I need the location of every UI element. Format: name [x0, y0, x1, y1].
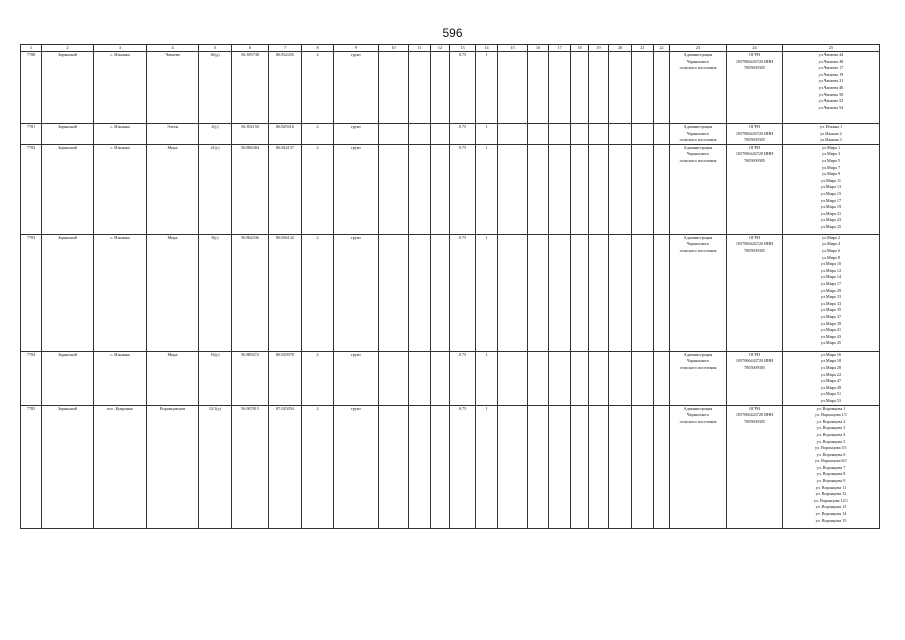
column-header-3: 3 — [94, 45, 147, 52]
cell-lat: 56.880472 — [232, 351, 269, 405]
cell-addresses-line: ул. Воронцова 1 — [816, 405, 846, 411]
cell-addresses-line: ул.Мира 14 — [820, 274, 842, 280]
cell-administration-line: Администрация — [683, 405, 713, 411]
cell-empty — [431, 234, 450, 351]
cell-empty — [498, 405, 528, 528]
cell-addresses-line: ул.Мира 25 — [820, 223, 842, 229]
cell-empty — [498, 52, 528, 124]
cell-administration-line: сельского поселения — [679, 137, 717, 143]
cell-street: Мира — [147, 234, 199, 351]
cell-addresses-line: ул.Мира 5 — [821, 157, 841, 163]
cell-id: 7780 — [21, 52, 42, 124]
column-header-7: 7 — [269, 45, 302, 52]
cell-empty — [498, 124, 528, 145]
cell-area: 0.75 — [450, 124, 476, 145]
cell-ogrn — [727, 124, 783, 145]
cell-addresses-line: ул. Воронцова 13 — [815, 504, 847, 510]
cell-empty — [549, 351, 571, 405]
cell-addresses-line: ул. Воронцова 12 — [815, 491, 847, 497]
cell-administration — [670, 144, 727, 234]
cell-area: 0.75 — [450, 52, 476, 124]
cell-ogrn-line: 1057006443720 ИНН — [735, 58, 774, 64]
cell-count: 2 — [302, 124, 334, 145]
cell-empty — [654, 144, 670, 234]
cell-addresses-line: ул. Воронцова 11 — [815, 484, 847, 490]
cell-addresses-line: ул.Мира 12 — [820, 267, 842, 273]
cell-administration — [670, 405, 727, 528]
cell-administration-line: Администрация — [683, 52, 713, 57]
cell-ogrn-line: ОГРН — [749, 52, 760, 57]
cell-house: 46(д) — [199, 52, 232, 124]
cell-empty — [549, 124, 571, 145]
column-header-16: 16 — [528, 45, 549, 52]
cell-empty — [609, 124, 632, 145]
cell-addresses-line: ул.Чапаева 54 — [818, 104, 844, 110]
cell-empty — [409, 52, 431, 124]
cell-id: 7782 — [21, 144, 42, 234]
cell-surface: грунт — [334, 405, 379, 528]
cell-street: Элеон — [147, 124, 199, 145]
column-header-18: 18 — [571, 45, 589, 52]
cell-addresses-line: ул.Мира 23 — [820, 217, 842, 223]
table-row — [21, 351, 880, 405]
cell-administration-line: сельского поселения — [679, 157, 717, 163]
cell-lon: 86.836132 — [269, 234, 302, 351]
cell-lat: 56.886384 — [232, 144, 269, 234]
cell-addresses-line: ул.Мира 4 — [821, 241, 841, 247]
cell-lon: 86.832435 — [269, 52, 302, 124]
cell-house: 2(у) — [199, 124, 232, 145]
column-header-14: 14 — [476, 45, 498, 52]
cell-addresses-line: ул.Мира 18 — [820, 358, 842, 364]
cell-addresses-line: ул.Мира 6 — [821, 247, 841, 253]
cell-empty — [379, 405, 409, 528]
cell-locality: с. Ильинка — [94, 52, 147, 124]
cell-addresses-line: ул.Мира 15 — [820, 190, 842, 196]
cell-empty — [431, 351, 450, 405]
cell-addresses-line: ул.Мира 7 — [821, 164, 841, 170]
cell-addresses-line: ул.Мира 35 — [820, 307, 842, 313]
cell-count: 2 — [302, 144, 334, 234]
cell-addresses-line: ул. Воронцова 12/1 — [813, 497, 848, 503]
cell-ogrn-line: 7005009305 — [744, 418, 765, 424]
cell-district: Зорянский — [42, 351, 94, 405]
cell-empty — [654, 52, 670, 124]
cell-ogrn-line: 7005009305 — [744, 65, 765, 71]
cell-empty — [379, 351, 409, 405]
cell-empty — [498, 144, 528, 234]
cell-addresses-line: ул. Воронцова 7 — [816, 464, 846, 470]
cell-count: 2 — [302, 52, 334, 124]
cell-addresses-line: ул. Воронцова 3 — [816, 425, 846, 431]
cell-empty — [589, 144, 609, 234]
cell-empty — [571, 405, 589, 528]
cell-addresses-line: ул. Воронцова 8 — [816, 471, 846, 477]
cell-addresses-line: ул. Воронцова 6/1 — [815, 458, 847, 464]
cell-bins: 1 — [476, 234, 498, 351]
column-header-24: 24 — [727, 45, 783, 52]
cell-empty — [528, 52, 549, 124]
cell-addresses-line: ул. Воронцова 2 — [816, 418, 846, 424]
cell-area: 0.75 — [450, 405, 476, 528]
cell-addresses-line: ул.Ильина 2 — [820, 130, 842, 136]
cell-surface: грунт — [334, 144, 379, 234]
cell-administration-line: Чарышского — [686, 358, 710, 364]
cell-ogrn-line: 1057006443720 ИНН — [735, 358, 774, 364]
cell-empty — [654, 405, 670, 528]
cell-empty — [528, 351, 549, 405]
cell-lon: 86.829978 — [269, 351, 302, 405]
cell-empty — [528, 144, 549, 234]
cell-empty — [409, 405, 431, 528]
cell-addresses-line: ул.Чапаева 48 — [818, 58, 844, 64]
cell-ogrn-line: ОГРН — [749, 124, 760, 129]
cell-administration-line: Администрация — [683, 234, 713, 240]
cell-ogrn-line: 7005009305 — [744, 364, 765, 370]
cell-bins: 1 — [476, 405, 498, 528]
cell-administration-line: Чарышского — [686, 151, 710, 157]
cell-locality: с. Ильинка — [94, 124, 147, 145]
cell-addresses-line: ул. Воронцова 5/1 — [815, 445, 847, 451]
cell-empty — [609, 144, 632, 234]
column-header-20: 20 — [609, 45, 632, 52]
cell-area: 0.75 — [450, 351, 476, 405]
cell-addresses — [783, 144, 880, 234]
cell-addresses-line: ул.Мира 9 — [821, 171, 841, 177]
cell-count: 2 — [302, 234, 334, 351]
column-header-22: 22 — [654, 45, 670, 52]
cell-administration-line: сельского поселения — [679, 247, 717, 253]
cell-empty — [409, 144, 431, 234]
cell-addresses-line: ул.Чапаева 50 — [818, 91, 844, 97]
cell-addresses-line: ул. Воронцова 6 — [816, 451, 846, 457]
column-header-9: 9 — [334, 45, 379, 52]
column-header-23: 23 — [670, 45, 727, 52]
table-row — [21, 234, 880, 351]
cell-addresses-line: ул. Воронцова 5 — [816, 438, 846, 444]
cell-addresses-line: ул.Мира 16 — [820, 351, 842, 357]
cell-administration-line: Администрация — [683, 124, 713, 129]
cell-count: 2 — [302, 351, 334, 405]
cell-empty — [654, 351, 670, 405]
page-number: 596 — [442, 26, 463, 40]
cell-ogrn-line: 1057006443720 ИНН — [735, 412, 774, 418]
cell-empty — [571, 52, 589, 124]
cell-administration-line: Чарышского — [686, 412, 710, 418]
cell-ogrn-line: ОГРН — [749, 234, 760, 240]
cell-addresses-line: ул.Мира 51 — [820, 391, 842, 397]
cell-empty — [571, 234, 589, 351]
cell-empty — [654, 124, 670, 145]
cell-addresses-line: ул.Мира 3 — [821, 151, 841, 157]
cell-district: Зорянский — [42, 124, 94, 145]
cell-administration-line: Чарышского — [686, 241, 710, 247]
cell-addresses-line: ул. Воронцова 9 — [816, 478, 846, 484]
column-header-8: 8 — [302, 45, 334, 52]
cell-administration-line: сельского поселения — [679, 364, 717, 370]
cell-empty — [632, 144, 654, 234]
column-header-13: 13 — [450, 45, 476, 52]
cell-empty — [528, 124, 549, 145]
cell-ogrn — [727, 52, 783, 124]
cell-empty — [632, 405, 654, 528]
cell-count: 2 — [302, 405, 334, 528]
column-header-5: 5 — [199, 45, 232, 52]
cell-empty — [549, 234, 571, 351]
cell-empty — [589, 124, 609, 145]
cell-empty — [609, 351, 632, 405]
cell-ogrn-line: 1057006443720 ИНН — [735, 130, 774, 136]
cell-addresses — [783, 405, 880, 528]
cell-street: Мира — [147, 351, 199, 405]
cell-empty — [609, 234, 632, 351]
cell-area: 0.75 — [450, 144, 476, 234]
cell-empty — [589, 351, 609, 405]
cell-lat: 56.392150 — [232, 124, 269, 145]
cell-ogrn-line: 1057006443720 ИНН — [735, 151, 774, 157]
registry-table — [20, 44, 880, 529]
cell-locality: с. Ильинка — [94, 351, 147, 405]
cell-addresses-line: ул. Воронцова 1/1 — [815, 412, 847, 418]
cell-administration — [670, 124, 727, 145]
cell-lon: 87.025054 — [269, 405, 302, 528]
cell-surface: грунт — [334, 124, 379, 145]
cell-locality: пос. Куприяно — [94, 405, 147, 528]
cell-empty — [379, 144, 409, 234]
column-header-21: 21 — [632, 45, 654, 52]
cell-surface: грунт — [334, 52, 379, 124]
cell-ogrn — [727, 351, 783, 405]
cell-addresses-line: ул.Чапаева 17 — [818, 65, 844, 71]
cell-empty — [528, 234, 549, 351]
cell-addresses-line: ул.Мира 47 — [820, 378, 842, 384]
cell-house: 21(у) — [199, 144, 232, 234]
cell-empty — [632, 234, 654, 351]
cell-empty — [571, 351, 589, 405]
cell-empty — [528, 405, 549, 528]
cell-addresses-line: ул.Мира 39 — [820, 320, 842, 326]
cell-ogrn-line: 7005009305 — [744, 157, 765, 163]
cell-empty — [379, 52, 409, 124]
cell-area: 0.75 — [450, 234, 476, 351]
table-row — [21, 124, 880, 145]
column-header-4: 4 — [147, 45, 199, 52]
cell-addresses-line: ул.Мира 1 — [821, 144, 841, 150]
cell-addresses-line: ул.Мира 31 — [820, 294, 842, 300]
cell-ogrn-line: 7005009305 — [744, 137, 765, 143]
cell-surface: грунт — [334, 234, 379, 351]
column-header-11: 11 — [409, 45, 431, 52]
table-row — [21, 52, 880, 124]
cell-addresses-line: ул.Мира 49 — [820, 384, 842, 390]
cell-empty — [654, 234, 670, 351]
cell-lat: 56.395738 — [232, 52, 269, 124]
cell-empty — [498, 351, 528, 405]
header-row — [21, 45, 880, 52]
cell-addresses-line: ул.Мира 19 — [820, 204, 842, 210]
cell-empty — [589, 234, 609, 351]
cell-empty — [549, 52, 571, 124]
cell-addresses-line: ул.Мира 33 — [820, 300, 842, 306]
cell-surface: грунт — [334, 351, 379, 405]
cell-empty — [632, 124, 654, 145]
cell-empty — [431, 124, 450, 145]
cell-addresses-line: ул.Мира 20 — [820, 364, 842, 370]
table-row — [21, 144, 880, 234]
cell-addresses — [783, 351, 880, 405]
column-header-15: 15 — [498, 45, 528, 52]
cell-addresses — [783, 52, 880, 124]
cell-id: 7783 — [21, 234, 42, 351]
cell-empty — [571, 124, 589, 145]
cell-lon: 86.824137 — [269, 144, 302, 234]
cell-empty — [431, 405, 450, 528]
cell-empty — [632, 52, 654, 124]
cell-empty — [409, 124, 431, 145]
cell-id: 7781 — [21, 124, 42, 145]
cell-addresses-line: ул. Воронцова 14 — [815, 511, 847, 517]
cell-addresses-line: ул. Воронцова 15 — [815, 517, 847, 523]
cell-locality: с. Ильинка — [94, 144, 147, 234]
cell-addresses-line: ул.Мира 17 — [820, 197, 842, 203]
table-row — [21, 405, 880, 528]
cell-administration-line: Чарышского — [686, 58, 710, 64]
cell-administration — [670, 351, 727, 405]
cell-administration-line: Чарышского — [686, 130, 710, 136]
column-header-17: 17 — [549, 45, 571, 52]
cell-ogrn-line: ОГРН — [749, 351, 760, 357]
cell-addresses-line: ул.Мира 22 — [820, 371, 842, 377]
cell-ogrn — [727, 405, 783, 528]
cell-administration-line: сельского поселения — [679, 65, 717, 71]
cell-addresses-line: ул.Чапаева 52 — [818, 98, 844, 104]
cell-addresses-line: ул.Чапаева 44 — [818, 52, 844, 57]
cell-administration — [670, 52, 727, 124]
cell-addresses-line: ул.Мира 37 — [820, 313, 842, 319]
cell-addresses-line: ул.Чапаева 19 — [818, 71, 844, 77]
cell-administration-line: сельского поселения — [679, 418, 717, 424]
cell-empty — [589, 52, 609, 124]
cell-house: 16(у) — [199, 351, 232, 405]
cell-house: 12/1(у) — [199, 405, 232, 528]
cell-addresses-line: ул.Мира 45 — [820, 340, 842, 346]
cell-ogrn — [727, 144, 783, 234]
cell-addresses-line: ул.Мира 10 — [820, 261, 842, 267]
cell-empty — [549, 405, 571, 528]
cell-empty — [589, 405, 609, 528]
cell-lat: 56.864336 — [232, 234, 269, 351]
cell-district: Зорянский — [42, 144, 94, 234]
cell-addresses-line: ул.Мира 13 — [820, 184, 842, 190]
cell-administration-line: Администрация — [683, 351, 713, 357]
cell-ogrn-line: ОГРН — [749, 144, 760, 150]
cell-addresses — [783, 234, 880, 351]
column-header-10: 10 — [379, 45, 409, 52]
cell-street: Воронцовская — [147, 405, 199, 528]
cell-addresses-line: ул.Чапаева 21 — [818, 78, 844, 84]
cell-bins: 1 — [476, 124, 498, 145]
cell-empty — [609, 405, 632, 528]
cell-addresses-line: ул.Мира 11 — [820, 177, 842, 183]
cell-street: Мира — [147, 144, 199, 234]
cell-addresses-line: ул.Мира 41 — [820, 327, 842, 333]
cell-empty — [379, 124, 409, 145]
cell-addresses-line: ул.Мира 17 — [820, 280, 842, 286]
cell-ogrn-line: ОГРН — [749, 405, 760, 411]
cell-addresses — [783, 124, 880, 145]
cell-addresses-line: ул.Мира 8 — [821, 254, 841, 260]
cell-addresses-line: ул.Мира 21 — [820, 210, 842, 216]
cell-locality: с. Ильинка — [94, 234, 147, 351]
cell-district: Зорянский — [42, 234, 94, 351]
cell-house: 8(у) — [199, 234, 232, 351]
cell-ogrn — [727, 234, 783, 351]
cell-addresses-line: ул. Воронцова 4 — [816, 431, 846, 437]
cell-district: Зорянский — [42, 405, 94, 528]
cell-empty — [409, 234, 431, 351]
cell-empty — [571, 144, 589, 234]
cell-bins: 1 — [476, 351, 498, 405]
cell-empty — [498, 234, 528, 351]
cell-empty — [431, 52, 450, 124]
cell-empty — [549, 144, 571, 234]
cell-bins: 1 — [476, 52, 498, 124]
column-header-1: 1 — [21, 45, 42, 52]
cell-administration — [670, 234, 727, 351]
cell-ogrn-line: 1057006443720 ИНН — [735, 241, 774, 247]
column-header-25: 25 — [783, 45, 880, 52]
cell-empty — [632, 351, 654, 405]
cell-addresses-line: ул.Мира 43 — [820, 333, 842, 339]
column-header-2: 2 — [42, 45, 94, 52]
cell-lon: 86.829416 — [269, 124, 302, 145]
cell-addresses-line: ул.Чапаева 46 — [818, 84, 844, 90]
cell-lat: 56.907815 — [232, 405, 269, 528]
column-header-12: 12 — [431, 45, 450, 52]
cell-empty — [609, 52, 632, 124]
cell-addresses-line: ул.Мира 53 — [820, 397, 842, 403]
cell-addresses-line: ул.Мира 2 — [821, 234, 841, 240]
cell-empty — [409, 351, 431, 405]
cell-administration-line: Администрация — [683, 144, 713, 150]
cell-ogrn-line: 7005009305 — [744, 247, 765, 253]
cell-empty — [431, 144, 450, 234]
cell-addresses-line: ул.Ильина 3 — [820, 137, 842, 143]
cell-empty — [379, 234, 409, 351]
cell-district: Зорянский — [42, 52, 94, 124]
cell-addresses-line: ул. Ильина 1 — [819, 124, 843, 129]
cell-street: Чапаева — [147, 52, 199, 124]
cell-addresses-line: ул.Мира 29 — [820, 287, 842, 293]
cell-id: 7785 — [21, 405, 42, 528]
column-header-6: 6 — [232, 45, 269, 52]
cell-id: 7784 — [21, 351, 42, 405]
column-header-19: 19 — [589, 45, 609, 52]
cell-bins: 1 — [476, 144, 498, 234]
